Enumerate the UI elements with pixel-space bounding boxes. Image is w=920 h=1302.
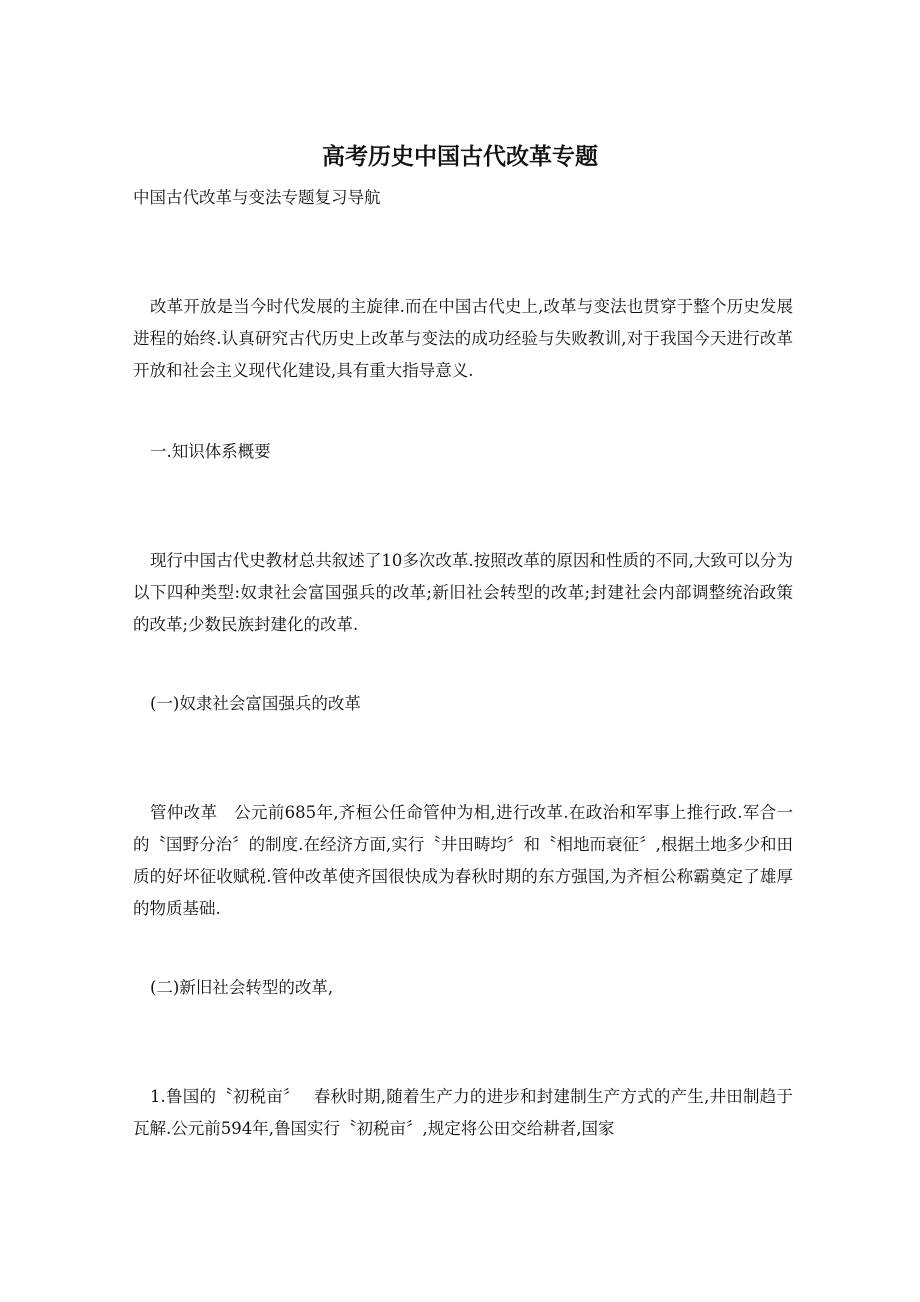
document-subtitle: 中国古代改革与变法专题复习导航 [133,188,381,207]
paragraph-guan-zhong-reform: 管仲改革 公元前685年,齐桓公任命管仲为相,进行改革.在政治和军事上推行政.军合一的〝国野分治〞的制度.在经济方面,实行〝井田畴均〞和〝相地而衰征〞,根据土地多少和田质的好坏征收赋税.管仲改革使齐国很快成为春秋时期的东方强国,为齐桓公称霸奠定了雄厚的物质基础. [133,803,793,918]
subsection-heading-transition-reform: (二)新旧社会转型的改革, [150,978,334,997]
paragraph-lu-initial-tax: 1.鲁国的〝初税亩〞 春秋时期,随着生产力的进步和封建制生产方式的产生,井田制趋于瓦解.公元前594年,鲁国实行〝初税亩〞,规定将公田交给耕者,国家 [133,1087,793,1138]
section-paragraph-overview: 现行中国古代史教材总共叙述了10多次改革.按照改革的原因和性质的不同,大致可以分为以下四种类型:奴隶社会富国强兵的改革;新旧社会转型的改革;封建社会内部调整统治政策的改革;少数民族封建化的改革. [133,551,793,634]
document-title: 高考历史中国古代改革专题 [322,143,598,170]
intro-paragraph: 改革开放是当今时代发展的主旋律.而在中国古代史上,改革与变法也贯穿于整个历史发展进程的始终.认真研究古代历史上改革与变法的成功经验与失败教训,对于我国今天进行改革开放和社会主义现代化建设,具有重大指导意义. [133,297,793,380]
subsection-heading-slave-society-reform: (一)奴隶社会富国强兵的改革 [150,694,361,713]
section-heading-knowledge-system: 一.知识体系概要 [150,442,271,461]
